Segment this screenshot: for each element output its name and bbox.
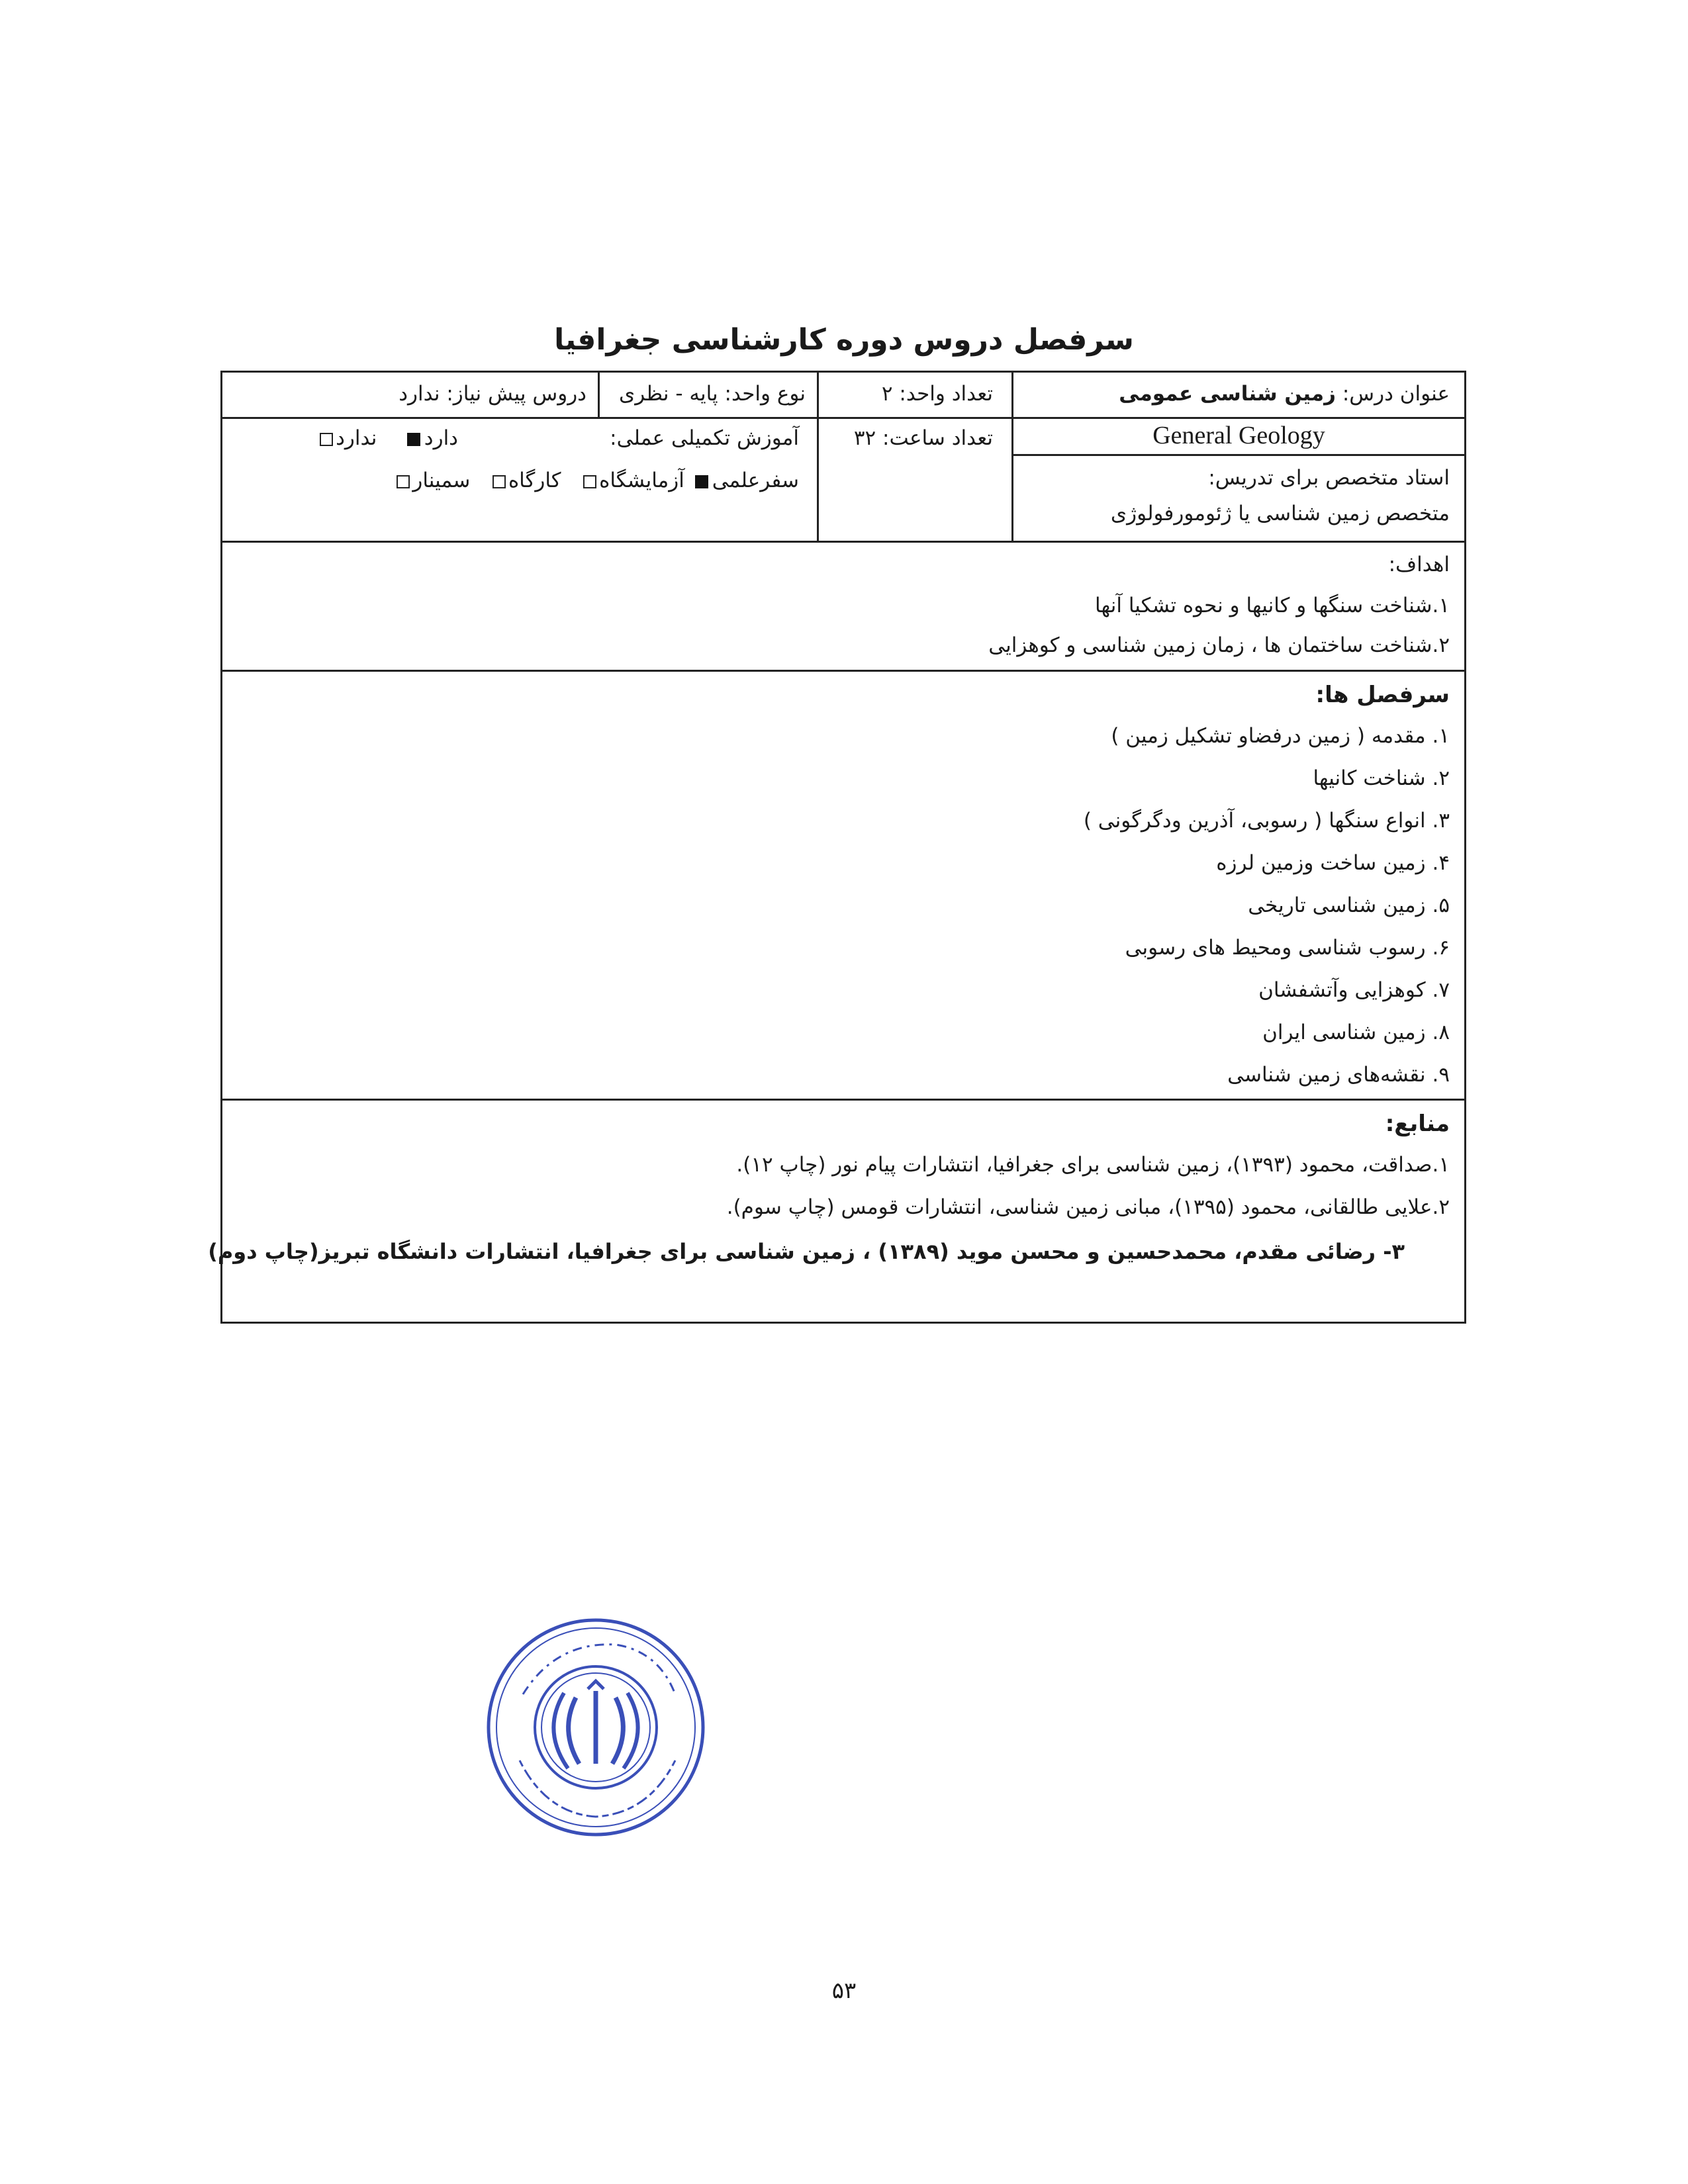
objectives-section: [222, 541, 1464, 672]
objectives-heading: اهداف:: [1388, 553, 1450, 576]
topics-heading: سرفصل ها:: [1315, 682, 1450, 708]
practical-not-label: ندارد: [336, 426, 377, 450]
reference-item: ۱.صداقت، محمود (۱۳۹۳)، زمین شناسی برای جغرافیا، انتشارات پیام نور (چاپ ۱۲).: [736, 1153, 1450, 1177]
reference-item: ۳- رضائی مقدم، محمدحسین و محسن موید (۱۳۸۹) ، زمین شناسی برای جغرافیا، انتشارات دانشگاه تبریز(چاپ دوم): [208, 1239, 1405, 1264]
topic-item: ۱. مقدمه ( زمین درفضاو تشکیل زمین ): [1111, 724, 1450, 748]
objective-item: ۲.شناخت ساختمان ها ، زمان زمین شناسی و کوهزایی: [988, 633, 1450, 657]
unchecked-box-icon: [397, 475, 410, 488]
topic-item: ۸. زمین شناسی ایران: [1262, 1021, 1450, 1044]
objective-item: ۱.شناخت سنگها و کانیها و نحوه تشکیا آنها: [1095, 594, 1450, 617]
references-section: [208, 1099, 1464, 1322]
topic-item: ۵. زمین شناسی تاریخی: [1248, 893, 1450, 917]
official-seal-icon: [483, 1615, 708, 1840]
topic-item: ۳. انواع سنگها ( رسوبی، آذرین ودگرگونی ): [1083, 809, 1450, 833]
prerequisites: دروس پیش نیاز: ندارد: [399, 382, 586, 406]
practical-options: [317, 426, 458, 450]
instructor-label: استاد متخصص برای تدریس:: [1208, 466, 1450, 490]
syllabus-table: [208, 371, 1466, 1324]
field-trip-label: سفرعلمی: [712, 469, 799, 492]
header-row: [222, 373, 1464, 419]
seminar-label: سمینار: [412, 469, 471, 492]
detail-row: [222, 417, 1464, 543]
english-title: General Geology: [1152, 422, 1325, 449]
topic-item: ۲. شناخت کانیها: [1313, 766, 1450, 790]
checked-box-icon: [695, 475, 708, 488]
course-title-label: عنوان درس:: [1342, 382, 1450, 406]
references-heading: منابع:: [1385, 1111, 1450, 1137]
unit-type: نوع واحد: پایه - نظری: [619, 382, 806, 406]
topic-item: ۹. نقشه‌های زمین شناسی: [1227, 1063, 1450, 1087]
unchecked-box-icon: [583, 475, 596, 488]
unchecked-box-icon: [492, 475, 506, 488]
practical-label: آموزش تکمیلی عملی:: [610, 426, 799, 450]
course-title-value: زمین شناسی عمومی: [1119, 382, 1336, 406]
topic-item: ۷. کوهزایی وآتشفشان: [1258, 978, 1450, 1002]
checked-box-icon: [407, 433, 420, 446]
workshop-label: کارگاه: [508, 469, 561, 492]
course-title: [1119, 382, 1450, 406]
reference-item: ۲.علایی طالقانی، محمود (۱۳۹۵)، مبانی زمین شناسی، انتشارات قومس (چاپ سوم).: [726, 1195, 1450, 1219]
page-number: ۵۳: [831, 1978, 857, 2004]
practical-has-label: دارد: [424, 426, 458, 450]
units-count: تعداد واحد: ۲: [881, 382, 993, 406]
page-title: سرفصل دروس دوره کارشناسی جغرافیا: [554, 323, 1134, 357]
lab-label: آزمایشگاه: [599, 469, 684, 492]
title-cell: [1013, 417, 1464, 541]
topics-section: [222, 670, 1464, 1101]
practical-types: [394, 469, 799, 492]
topic-item: ۴. زمین ساخت وزمین لرزه: [1216, 851, 1450, 875]
unchecked-box-icon: [320, 433, 333, 446]
hours-count: تعداد ساعت: ۳۲: [853, 426, 993, 450]
instructor-value: متخصص زمین شناسی یا ژئومورفولوژی: [1110, 502, 1450, 525]
topic-item: ۶. رسوب شناسی ومحیط های رسوبی: [1125, 936, 1450, 960]
